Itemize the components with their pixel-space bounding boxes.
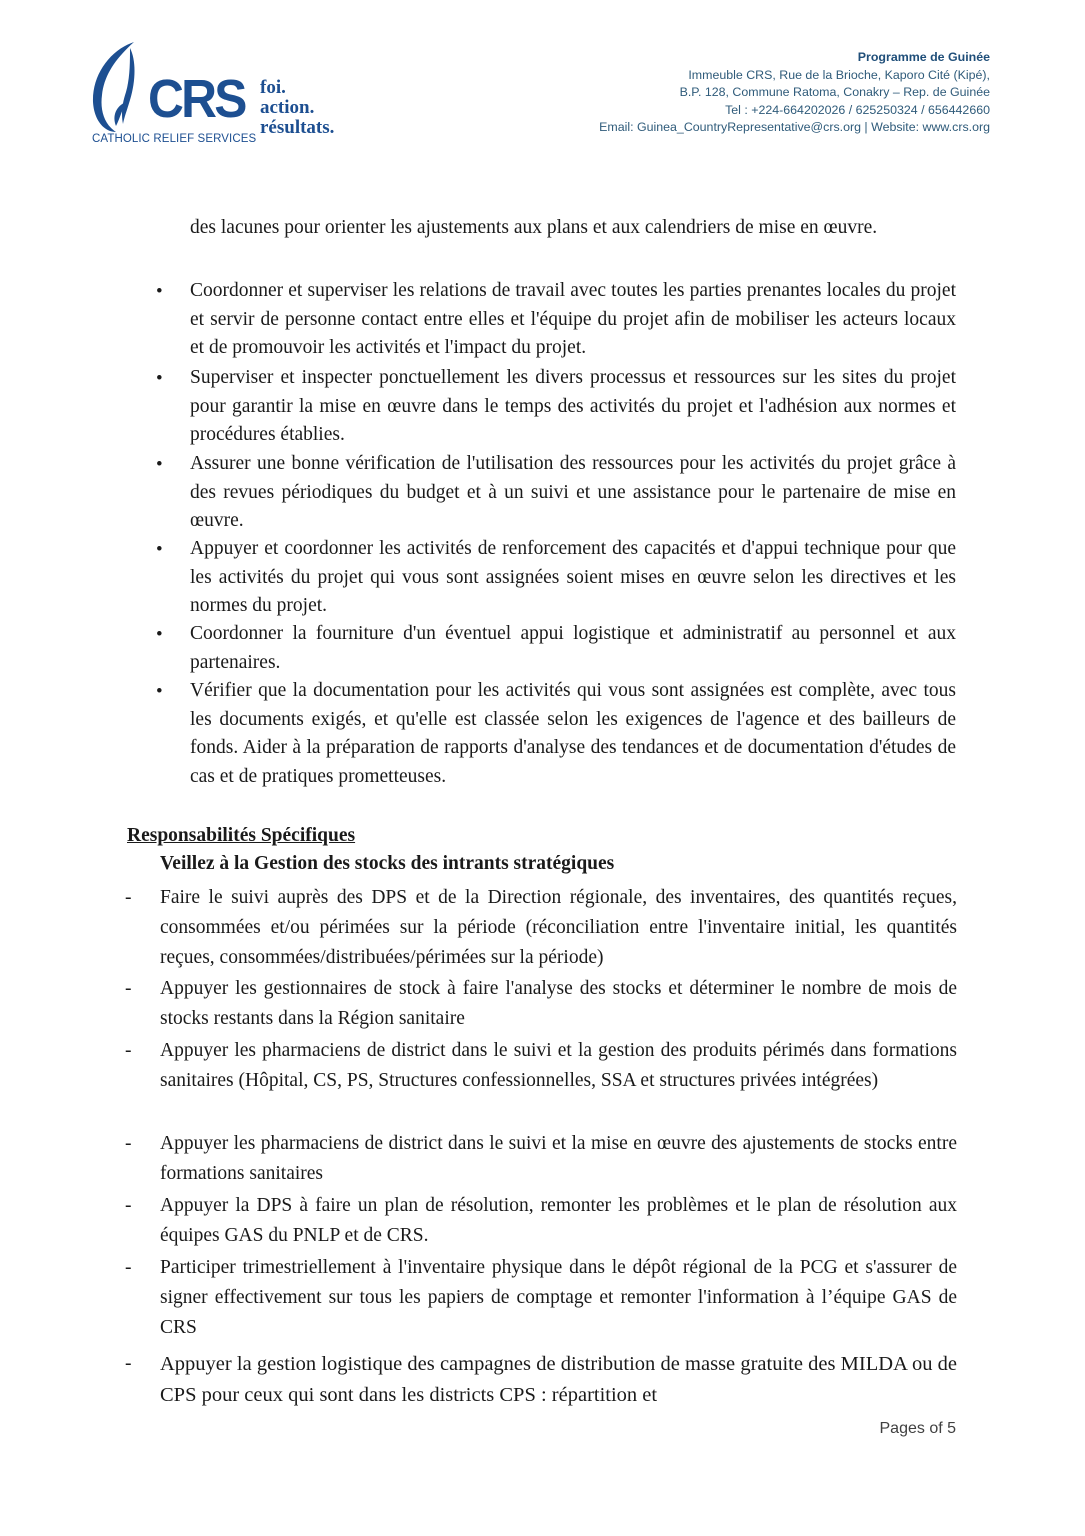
program-name: Programme de Guinée [857,50,990,64]
subsection-heading: Veillez à la Gestion des stocks des intrants stratégiques [160,853,615,874]
dash-symbol: - [125,1257,132,1278]
dash-text: Appuyer les pharmaciens de district dans le suivi et la gestion des produits périmés dans formations sanitaires (Hôpital, CS, PS, Structures confessionnelles, SSA et structures privées intégrées) [160,1040,957,1091]
bullet-text: Appuyer et coordonner les activités de renforcement des capacités et d'appui technique pour que les activités du projet qui vous sont assignées soient mises en œuvre selon les directives et les normes du projet. [190,538,956,616]
logo-subtitle: CATHOLIC RELIEF SERVICES [92,133,257,145]
bullet-symbol: • [156,281,163,302]
dash-text: Appuyer les gestionnaires de stock à faire l'analyse des stocks et déterminer le nombre de mois de stocks restants dans la Région sanitaire [160,978,957,1029]
page-number: Pages of 5 [879,1420,956,1437]
address-line-1: Immeuble CRS, Rue de la Brioche, Kaporo Cité (Kipé), [688,67,990,82]
contact-block [599,49,990,137]
bullet-symbol: • [156,368,163,389]
crs-logo [90,40,380,150]
bullet-symbol: • [156,539,163,560]
tagline-line: action. [260,97,315,118]
bullet-text: Vérifier que la documentation pour les activités qui vous sont assignées est complète, avec tous les documents exigés, et qu'elle est classée selon les exigences de l'agence et des bailleurs de fonds. Aider à la préparation de rapports d'analyse des tendances et de documentation d'études de cas et de pratiques prometteuses. [190,680,956,787]
section-heading: Responsabilités Spécifiques [127,825,356,846]
phone-line: Tel : +224-664202026 / 625250324 / 656442660 [725,102,990,117]
dash-symbol: - [125,1040,132,1061]
bullet-text: Coordonner la fourniture d'un éventuel appui logistique et administratif au personnel et aux partenaires. [190,623,956,673]
dash-symbol: - [125,1195,132,1216]
flame-logo-icon [90,40,152,135]
dash-symbol: - [125,887,132,908]
address-line-2: B.P. 128, Commune Ratoma, Conakry – Rep. de Guinée [679,85,990,99]
bullet-symbol: • [156,681,163,702]
dash-text: Appuyer la gestion logistique des campagnes de distribution de masse gratuite des MILDA ou de CPS pour ceux qui sont dans les districts CPS : répartition et [160,1353,957,1406]
bullet-text: Assurer une bonne vérification de l'utilisation des ressources pour les activités du projet grâce à des revues périodiques du budget et à un suivi et une assistance pour le partenaire de mise en œuvre. [190,453,956,531]
dash-symbol: - [125,1133,132,1154]
dash-text: Appuyer la DPS à faire un plan de résolution, remonter les problèmes et le plan de résolution aux équipes GAS du PNLP et de CRS. [160,1195,957,1246]
logo-tagline [260,78,334,138]
dash-text: Appuyer les pharmaciens de district dans le suivi et la mise en œuvre des ajustements de stocks entre formations sanitaires [160,1133,957,1184]
dash-text: Faire le suivi auprès des DPS et de la Direction régionale, des inventaires, des quantités reçues, consommées et/ou périmées sur la période (réconciliation entre l'inventaire initial, les quantités reçues, consommées/distribuées/périmées sur la période) [160,887,957,968]
bullet-text: Coordonner et superviser les relations de travail avec toutes les parties prenantes locales du projet et servir de personne contact entre elles et l'équipe du projet afin de mobiliser les acteurs locaux et de promouvoir les activités et l'impact du projet. [190,280,956,358]
bullet-symbol: • [156,624,163,645]
letterhead [0,0,1085,170]
continuation-paragraph: des lacunes pour orienter les ajustements aux plans et aux calendriers de mise en œuvre. [190,217,878,238]
bullet-text: Superviser et inspecter ponctuellement les divers processus et ressources sur les sites du projet pour garantir la mise en œuvre dans le temps des activités du projet et l'adhésion aux normes et procédures établies. [190,367,956,445]
logo-brand: CRS [148,69,245,129]
tagline-line: résultats. [260,117,335,138]
dash-symbol: - [125,978,132,999]
email-website-line: Email: Guinea_CountryRepresentative@crs.org | Website: www.crs.org [599,120,990,134]
dash-text: Participer trimestriellement à l'inventaire physique dans le dépôt régional de la PCG et s'assurer de signer effectivement sur tous les papiers de comptage et remonter l'information à l’équipe GAS de CRS [160,1257,957,1338]
tagline-line: foi. [260,77,286,98]
dash-symbol: - [125,1353,132,1374]
bullet-symbol: • [156,454,163,475]
